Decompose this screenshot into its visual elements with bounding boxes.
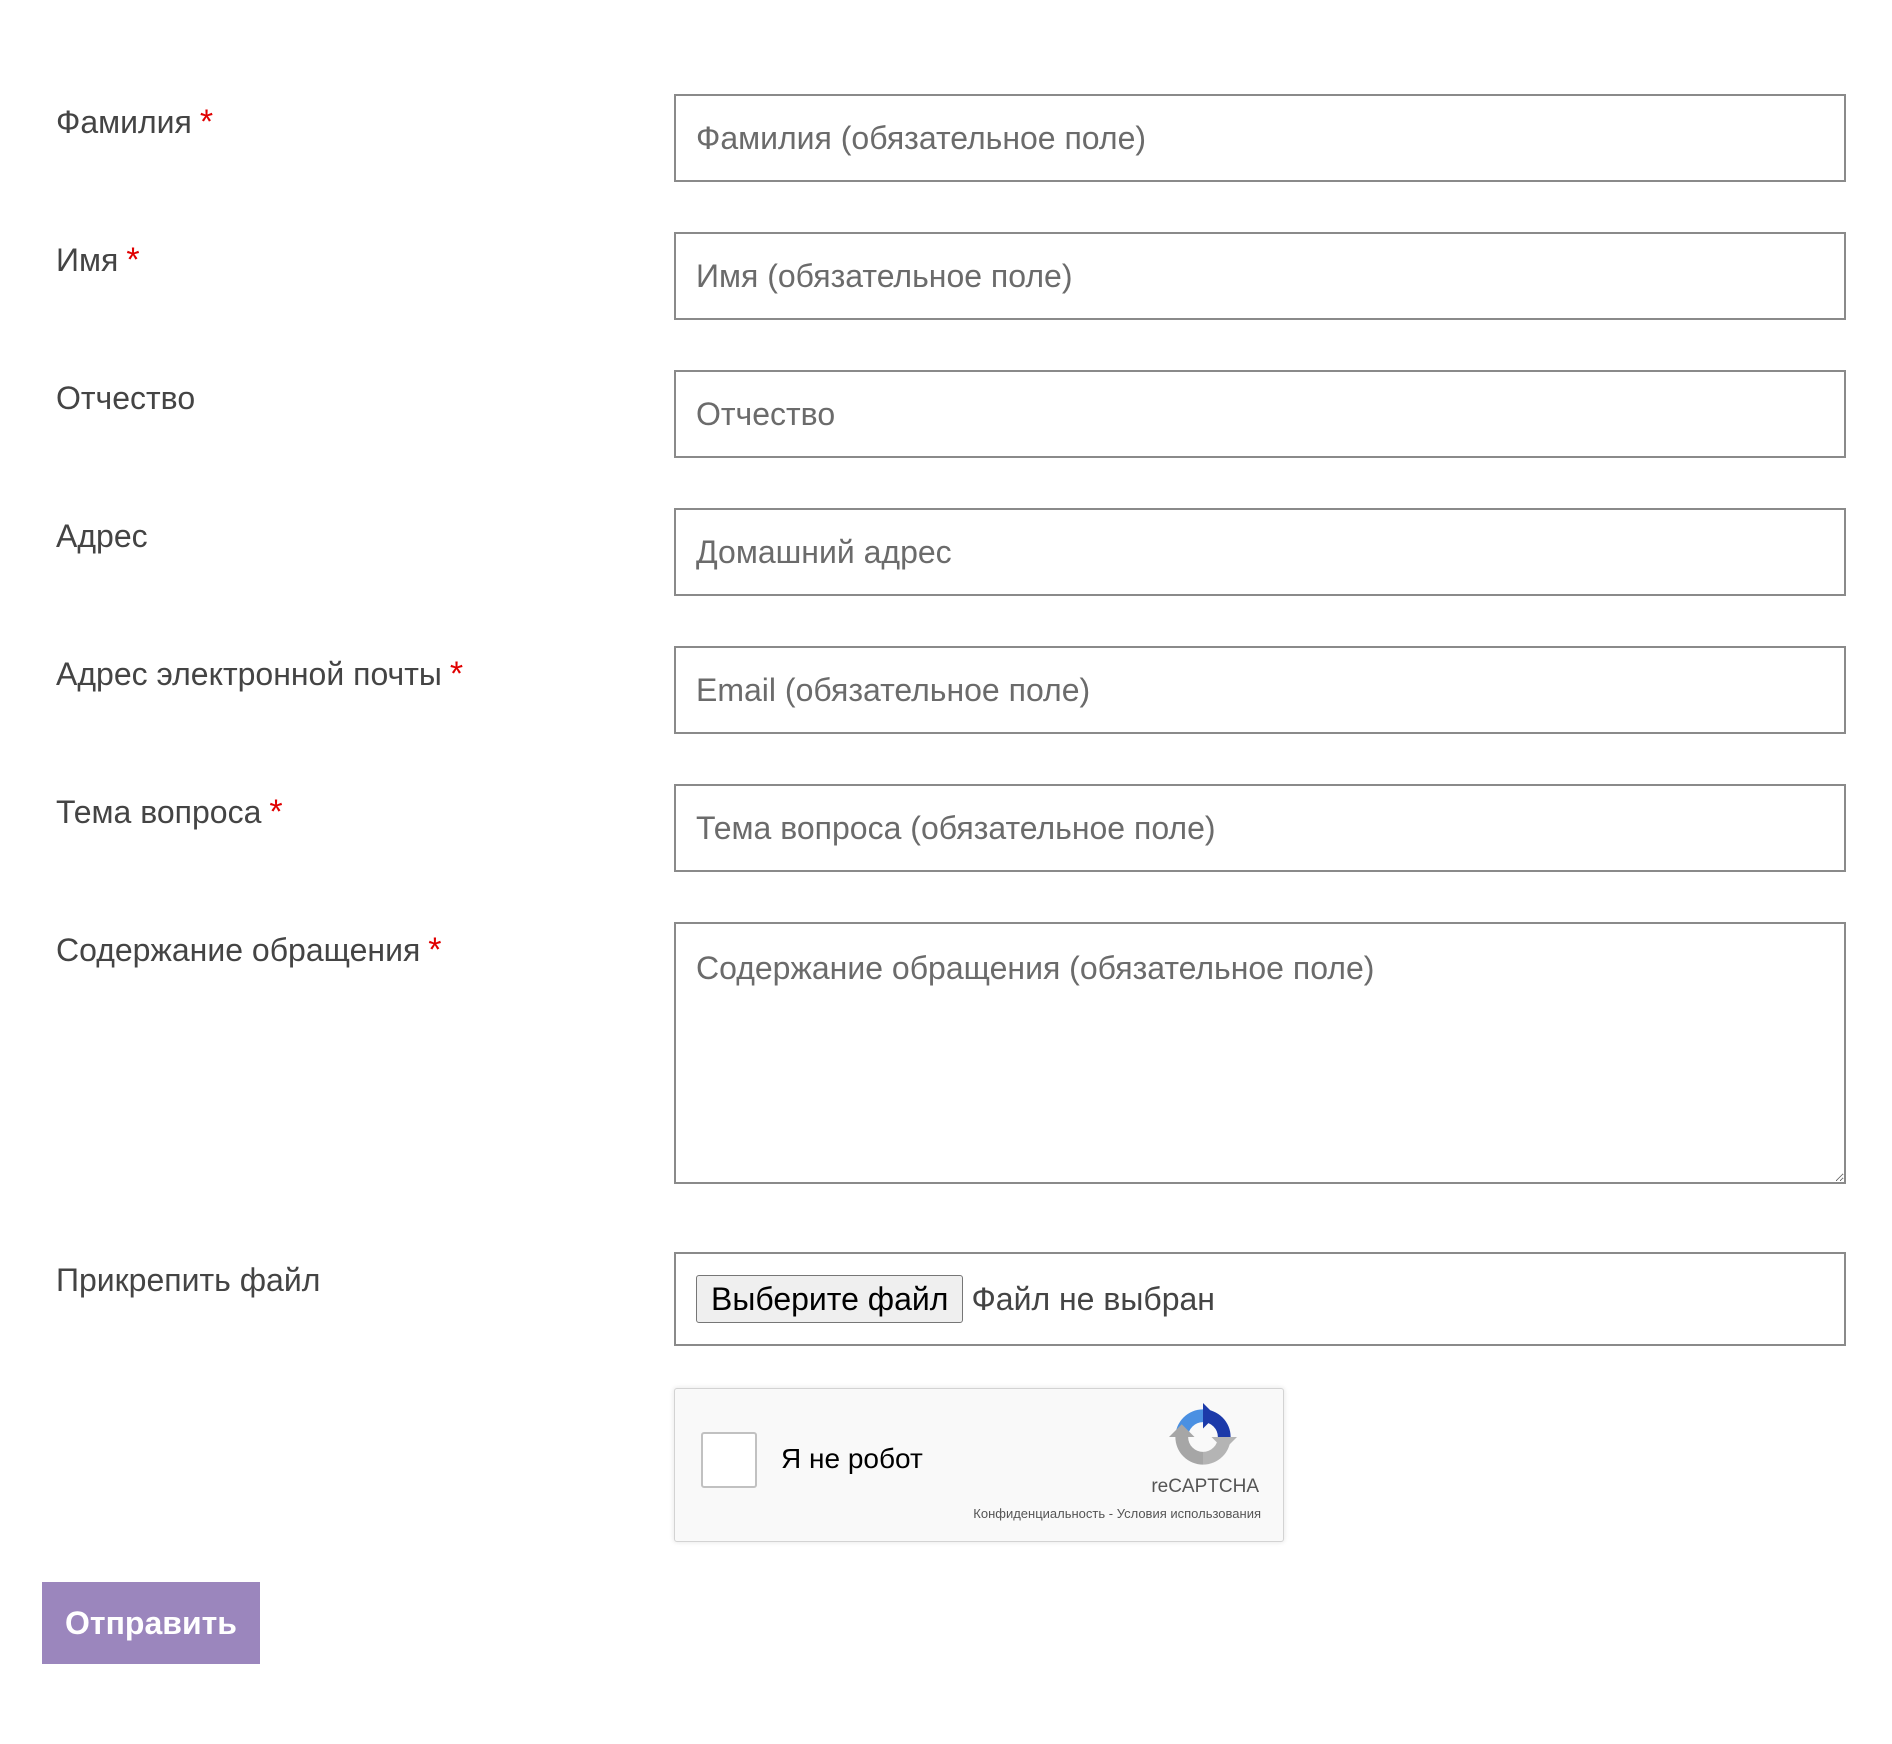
required-mark: * (126, 241, 140, 279)
subject-input[interactable] (674, 784, 1846, 872)
recaptcha-privacy-link[interactable]: Конфиденциальность (973, 1506, 1106, 1521)
email-input[interactable] (674, 646, 1846, 734)
patronymic-label-text: Отчество (56, 380, 196, 416)
address-label-text: Адрес (56, 518, 148, 554)
address-input[interactable] (674, 508, 1846, 596)
address-label (56, 516, 148, 556)
last-name-label-text: Фамилия (56, 104, 192, 140)
recaptcha-terms-link[interactable]: Условия использования (1116, 1506, 1261, 1521)
patronymic-label (56, 378, 195, 418)
last-name-label (56, 102, 213, 142)
recaptcha-links-separator: - (1105, 1506, 1117, 1521)
recaptcha-widget (674, 1388, 1284, 1542)
message-label-text: Содержание обращения (56, 932, 421, 968)
recaptcha-logo-icon (1169, 1403, 1237, 1471)
required-mark: * (199, 103, 214, 141)
first-name-label-text: Имя (56, 242, 119, 278)
recaptcha-links (973, 1505, 1261, 1523)
recaptcha-checkbox[interactable] (701, 1432, 757, 1488)
file-input[interactable] (674, 1252, 1846, 1346)
message-textarea[interactable] (674, 922, 1846, 1184)
required-mark: * (269, 793, 283, 831)
message-label (56, 930, 442, 970)
attachment-label-text: Прикрепить файл (56, 1262, 321, 1298)
subject-label (56, 792, 283, 832)
last-name-input[interactable] (674, 94, 1846, 182)
submit-button[interactable]: Отправить (42, 1582, 260, 1664)
choose-file-button[interactable]: Выберите файл (696, 1275, 963, 1323)
email-label (56, 654, 463, 694)
first-name-label (56, 240, 140, 280)
attachment-label (56, 1260, 320, 1300)
required-mark: * (428, 931, 442, 969)
subject-label-text: Тема вопроса (56, 794, 262, 830)
required-mark: * (449, 655, 464, 693)
file-status-text: Файл не выбран (971, 1280, 1215, 1317)
recaptcha-label: Я не робот (781, 1443, 923, 1474)
patronymic-input[interactable] (674, 370, 1846, 458)
first-name-input[interactable] (674, 232, 1846, 320)
recaptcha-brand: reCAPTCHA (1151, 1476, 1259, 1497)
email-label-text: Адрес электронной почты (56, 656, 442, 692)
